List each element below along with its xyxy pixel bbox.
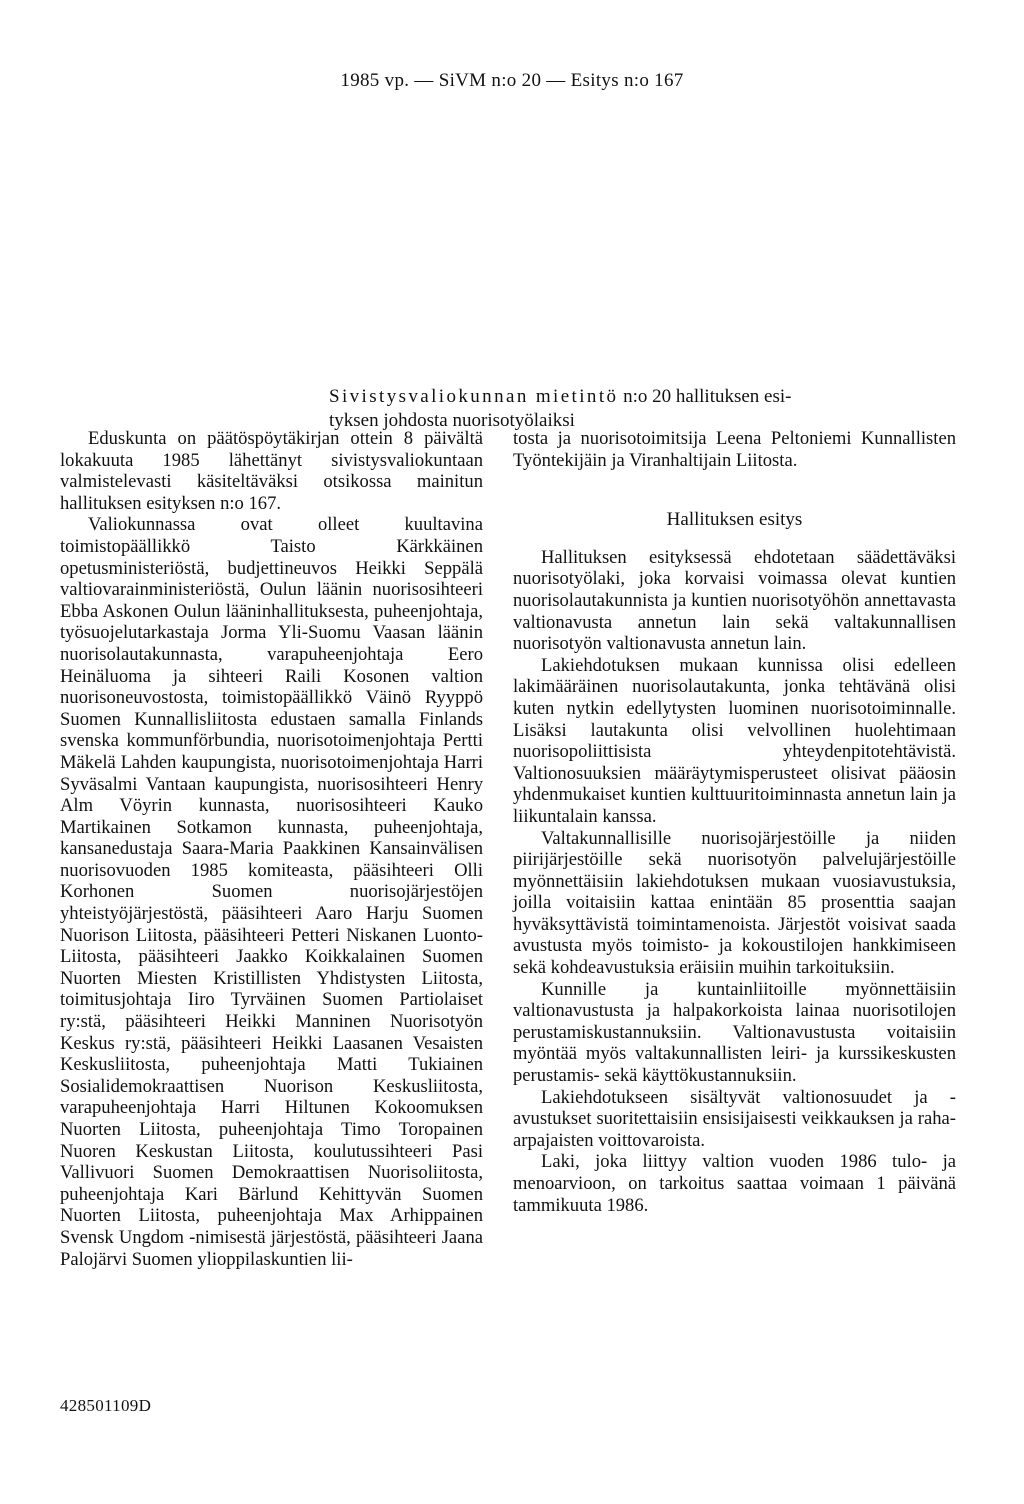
paragraph: Valiokunnassa ovat olleet kuultavina toimistopäällikkö Taisto Kärkkäinen opetusministeriöstä, budjettineuvos Heikki Seppälä valtiovarainministeriöstä, Oulun läänin nuorisosihteeri Ebba Askonen Oulun lääninhallituksesta, puheenjohtaja, työsuojelutarkastaja Jorma Yli-Suomu Vaasan läänin nuorisolautakunnasta, varapuheenjohtaja Eero Heinäluoma ja sihteeri Raili Kosonen valtion nuorisoneuvostosta, toimistopäällikkö Väinö Ryyppö Suomen Kunnallisliitosta edustaen samalla Finlands svenska kommunförbundia, nuorisotoimenjohtaja Pertti Mäkelä Lahden kaupungista, nuorisotoimenjohtaja Harri Syväsalmi Vantaan kaupungista, nuorisosihteeri Henry Alm Vöyrin kunnasta, nuorisosihteeri Kauko Martikainen Sotkamon kunnasta, puheenjohtaja, kansanedustaja Saara-Maria Paakkinen Kansainvälisen nuorisovuoden 1985 komiteasta, pääsihteeri Olli Korhonen Suomen nuorisojärjestöjen yhteistyöjärjestöstä, pääsihteeri Aaro Harju Suomen Nuorison Liitosta, pääsihteeri Petteri Niskanen Luonto-Liitosta, pääsihteeri Jaakko Koikkalainen Suomen Nuorten Miesten Kristillisten Yhdistysten Liitosta, toimitusjohtaja Iiro Tyrväinen Suomen Partiolaiset ry:stä, pääsihteeri Heikki Manninen Nuorisotyön Keskus ry:stä, pääsihteeri Heikki Laasanen Vesaisten Keskusliitosta, puheenjohtaja Matti Tukiainen Sosialidemokraattisen Nuorison Keskusliitosta, varapuheenjohtaja Harri Hiltunen Kokoomuksen Nuorten Liitosta, puheenjohtaja Timo Toropainen Nuoren Keskustan Liitosta, koulutussihteeri Pasi Vallivuori Suomen Demokraattisen Nuorisoliitosta, puheenjohtaja Kari Bärlund Kehittyvän Suomen Nuorten Liitosta, puheenjohtaja Max Arhippainen Svensk Ungdom -nimisestä järjestöstä, pääsihteeri Jaana Palojärvi Suomen ylioppilaskuntien lii- [60,514,483,1270]
paragraph-continuation: tosta ja nuorisotoimitsija Leena Peltoniemi Kunnallisten Työntekijäin ja Viranhaltijain Liitosta. [513,428,956,471]
paragraph: Hallituksen esityksessä ehdotetaan säädettäväksi nuorisotyölaki, joka korvaisi voimassa olevat kuntien nuorisolautakunnista ja kuntien nuorisotyöhön annettavasta valtionavusta annetun lain sekä valtakunnallisen nuorisotyön valtionavusta annetun lain. [513,546,956,655]
title-line-2: tyksen johdosta nuorisotyölaiksi [329,410,575,431]
title-rest-part: n:o 20 hallituksen esi- [618,386,792,407]
section-heading: Hallituksen esitys [666,509,803,531]
paragraph: Eduskunta on päätöspöytäkirjan ottein 8 päivältä lokakuuta 1985 lähettänyt sivistysvaliokuntaan valmistelevasti käsiteltäväksi otsikossa mainitun hallituksen esityksen n:o 167. [60,428,483,514]
paragraph: Lakiehdotukseen sisältyvät valtionosuudet ja -avustukset suoritettaisiin ensisijaisesti veikkauksen ja raha-arpajaisten voittovaroista. [513,1086,956,1151]
paragraph: Valtakunnallisille nuorisojärjestöille ja niiden piirijärjestöille sekä nuorisotyön palvelujärjestöille myönnettäisiin lakiehdotuksen mukaan vuosiavustuksia, joilla voitaisiin kattaa enintään 85 prosenttia saajan hyväksyttävistä toimintamenoista. Järjestöt voisivat saada avustusta myös toimisto- ja kokoustilojen hankkimiseen sekä kohdeavustuksia eräisiin muihin tarkoituksiin. [513,827,956,979]
page-header: 1985 vp. — SiVM n:o 20 — Esitys n:o 167 [340,70,684,91]
paragraph: Lakiehdotuksen mukaan kunnissa olisi edelleen lakimääräinen nuorisolautakunta, jonka tehtävänä olisi kuten nytkin edellytysten luominen nuorisotoiminnalle. Lisäksi lautakunta olisi velvollinen huolehtimaan nuorisopoliittisista yhteydenpitotehtävistä. Valtionosuuksien määräytymisperusteet olisivat pääosin yhdenmukaiset kuntien kulttuuritoiminnasta annetun lain ja liikuntalain kanssa. [513,654,956,827]
document-title [329,385,969,433]
right-column [513,428,956,1216]
title-spaced-part: Sivistysvaliokunnan mietintö [329,386,619,407]
paragraph: Laki, joka liittyy valtion vuoden 1986 tulo- ja menoarvioon, on tarkoitus saattaa voimaan 1 päivänä tammikuuta 1986. [513,1151,956,1216]
title-line-1 [329,385,969,409]
paragraph: Kunnille ja kuntainliitoille myönnettäisiin valtionavustusta ja halpakorkoista lainaa nuorisotilojen perustamiskustannuksiin. Valtionavustusta voitaisiin myöntää myös valtakunnallisten leiri- ja kurssikeskusten perustamis- sekä käyttökustannuksiin. [513,978,956,1087]
document-code: 428501109D [60,1396,152,1415]
left-column [60,428,483,1270]
